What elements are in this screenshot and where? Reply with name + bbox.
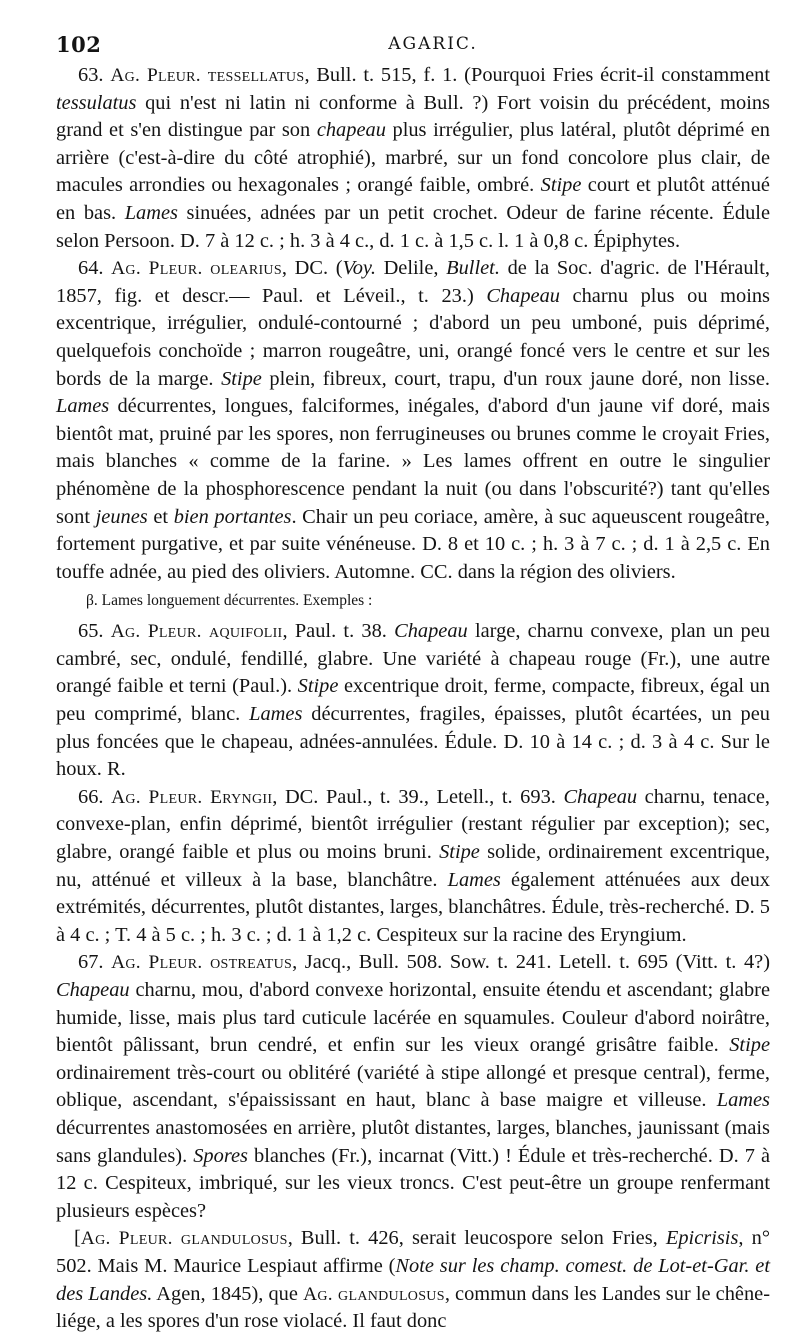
species-name: Ag. Pleur. olearius [111,258,282,280]
entry-number: 67. [78,951,104,974]
entry-number: 64. [78,257,104,280]
species-name: Ag. Pleur. tessellatus [110,65,305,86]
entry-number: 66. [78,785,104,808]
species-entry-63: 63. Ag. Pleur. tessellatus, Bull. t. 515, f. 1. (Pourquoi Fries écrit-il constamment tessulatus qui n'est ni latin ni conforme à Bull. ?) Fort voisin du précédent, moins grand et s'en distingue par son chapeau plus irrégulier, plus latéral, plutôt déprimé en arrière (c'est-à-dire du côté atrophié), marbré, sur un fond concolore plus clair, de macules arrondies ou hexagonales ; orangé faible, ombré. Stipe court et plutôt atténué en bas. Lames sinuées, adnées par un petit crochet. Odeur de farine récente. Édule selon Persoon. D. 7 à 12 c. ; h. 3 à 4 c., d. 1 c. à 1,5 c. l. 1 à 0,8 c. Épiphytes. [56,64,770,252]
species-name: Ag. glandulosus [303,1283,445,1305]
entry-number: 65. [78,620,104,643]
species-entry-64: 64. Ag. Pleur. olearius, DC. (Voy. Delile, Bullet. de la Soc. d'agric. de l'Hérault, 1857, fig. et descr.— Paul. et Léveil., t. 23.) Chapeau charnu plus ou moins excentrique, irrégulier, ondulé-contourné ; d'abord un peu umboné, puis déprimé, quelquefois conchoïde ; marron rougeâtre, uni, orangé foncé vers le centre et sur les bords de la marge. Stipe plein, fibreux, court, trapu, d'un roux jaune doré, non lisse. Lames décurrentes, longues, falciformes, inégales, d'abord d'un jaune vif doré, mais bientôt mat, pruiné par les spores, non ferrugineuses ou brunes comme le croyait Fries, mais blanches « comme de la farine. » Les lames offrent en outre le singulier phénomène de la phosphorescence pendant la nuit (ou dans l'obscurité?) tant qu'elles sont jeunes et bien portantes. Chair un peu coriace, amère, à suc aqueuscent rougeâtre, fortement purgative, et par suite vénéneuse. D. 8 et 10 c. ; h. 3 à 7 c. ; d. 1 à 2,5 c. En touffe adnée, au pied des oliviers. Automne. CC. dans la région des oliviers. [56,257,771,583]
page-header [56,26,770,62]
body-text [56,62,770,1336]
species-name: Ag. Pleur. ostreatus [111,952,293,974]
species-name: Ag. Pleur. glandulosus [80,1228,288,1250]
page-number: 102 [56,32,102,57]
entry-number: 63. [78,64,104,86]
section-sub-heading: β. Lames longuement décurrentes. Exemples : [86,592,373,610]
species-name: Ag. Pleur. Eryngii [111,786,273,808]
species-entry-65: 65. Ag. Pleur. aquifolii, Paul. t. 38. Chapeau large, charnu convexe, plan un peu cambré, sec, ondulé, fendillé, glabre. Une variété à chapeau rouge (Fr.), une autre orangé faible et terni (Paul.). Stipe excentrique droit, ferme, compacte, fibreux, égal un peu comprimé, blanc. Lames décurrentes, fragiles, épaisses, plutôt écartées, un peu plus foncées que le chapeau, adnées-annulées. Édule. D. 10 à 14 c. ; d. 3 à 4 c. Sur le houx. R. [56,620,770,781]
species-entry-66: 66. Ag. Pleur. Eryngii, DC. Paul., t. 39., Letell., t. 693. Chapeau charnu, tenace, convexe-plan, enfin déprimé, bientôt irrégulier (restant régulier par exception); sec, glabre, orangé faible et plus ou moins bruni. Stipe solide, ordinairement excentrique, nu, atténué et villeux à la base, blanchâtre. Lames également atténuées aux deux extrémités, décurrentes, plutôt distantes, larges, blanchâtres. Édule, très-recherché. D. 5 à 4 c. ; T. 4 à 5 c. ; h. 3 c. ; d. 1 à 1,2 c. Cespiteux sur la racine des Eryngium. [56,785,770,946]
running-head: AGARIC. [388,34,478,54]
species-entry-67: 67. Ag. Pleur. ostreatus, Jacq., Bull. 508. Sow. t. 241. Letell. t. 695 (Vitt. t. 4?) Chapeau charnu, mou, d'abord convexe horizontal, ensuite étendu et ascendant; glabre humide, lisse, mais plus tard cuticule lacérée en squamules. Couleur d'abord noirâtre, bientôt pâlissant, brun cendré, et enfin sur les vieux orangé grisâtre faible. Stipe ordinairement très-court ou oblitéré (variété à stipe allongé et presque central), ferme, oblique, ascendant, s'épaississant en haut, blanc à base maigre et villeuse. Lames décurrentes anastomosées en arrière, plutôt distantes, larges, blanches, jaunissant (mais sans glandules). Spores blanches (Fr.), incarnat (Vitt.) ! Édule et très-recherché. D. 7 à 12 c. Cespiteux, imbriqué, sur les vieux troncs. C'est peut-être un groupe renfermant plusieurs espèces? [56,951,770,1222]
species-name: Ag. Pleur. aquifolii [110,621,283,643]
species-entry-glandulosus: [Ag. Pleur. glandulosus, Bull. t. 426, serait leucospore selon Fries, Epicrisis, n° 502. Mais M. Maurice Lespiaut affirme (Note sur les champ. comest. de Lot-et-Gar. et des Landes. Agen, 1845), que Ag. glandulosus, commun dans les Landes sur le chêne-liége, a les spores d'un rose violacé. Il faut donc [56,1227,770,1333]
